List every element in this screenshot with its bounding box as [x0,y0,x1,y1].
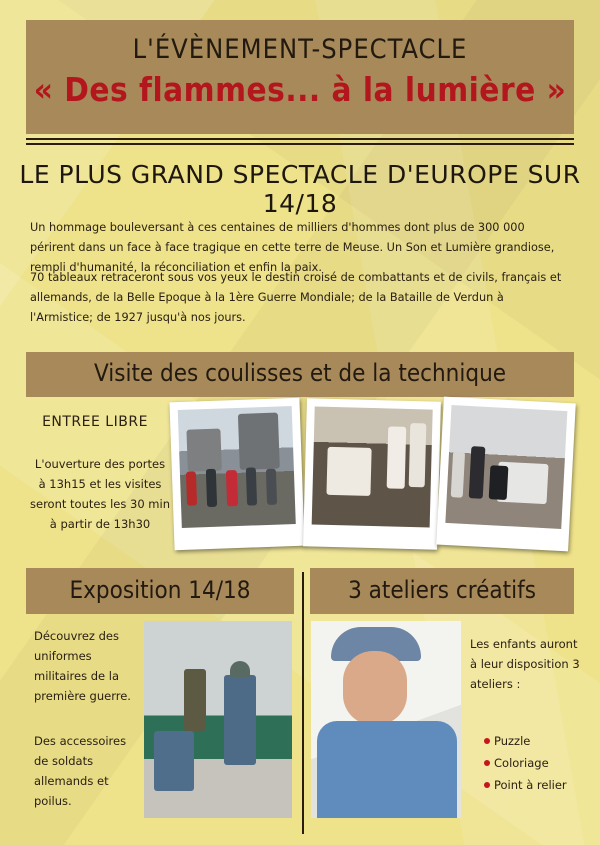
bullet-icon [484,760,490,766]
column-divider [302,572,304,834]
atelier-label: Point à relier [494,778,567,792]
ateliers-banner [310,568,574,614]
backstage-visitors-photo [178,406,296,528]
visitor-figure [206,469,217,507]
tableaux-paragraph: 70 tableaux retraceront sous vos yeux le destin croisé de combattants et de civils, français et allemands, de la Belle Epoque à la 1ère Guerre Mondiale; de la Bataille de Verdun à l'Armistice; de 1927 jusqu'à nos jours. [30,271,562,324]
bullet-icon [484,738,490,744]
child-costume-photo [311,621,461,818]
intro-paragraph: Un hommage bouleversant à ces centaines de milliers d'hommes dont plus de 300 000 périrent dans un face à face tragique en cette terre de Meuse. Un Son et Lumière grandiose, rempli d'humanité, la réconciliation et enfin la paix. [30,221,555,274]
exposition-banner [26,568,294,614]
tower-structure [238,413,280,470]
exposition-text-uniforms: Découvrez des uniformes militaires de la première guerre. [34,629,131,703]
visit-banner [26,352,574,397]
costumed-actors-photo [312,406,433,527]
bullet-icon [484,782,490,788]
nurse-figure [387,426,407,488]
backstage-photo-frame-3 [436,397,576,552]
header-rule-bottom [26,143,574,145]
costume-figure [326,447,371,496]
visitor-figure [246,467,257,505]
atelier-label: Puzzle [494,734,531,748]
visit-schedule-text: L'ouverture des portes à 13h15 et les visites seront toutes les 30 min à partir de 13h30 [30,457,170,531]
child-face [343,651,407,725]
helmet [230,661,250,677]
ateliers-intro-text: Les enfants auront à leur disposition 3 ateliers : [470,637,580,691]
scaffold-structure [186,429,221,472]
visitor-figure [469,446,486,499]
uniform-cutout [317,721,457,818]
header-banner [26,20,574,134]
list-item [484,774,567,796]
nurse-figure [409,423,427,487]
atelier-label: Coloriage [494,756,549,770]
exposition-title: Exposition 14/18 [69,576,251,604]
uniform-trousers [154,731,194,791]
ateliers-title: 3 ateliers créatifs [348,576,536,604]
uniform-mannequin [184,669,206,731]
backstage-photo-frame-2 [303,398,441,549]
technical-room-photo [445,405,567,529]
visitor-figure [266,469,277,505]
event-label: L'ÉVÈNEMENT-SPECTACLE [132,34,468,65]
header-rule-top [26,138,574,140]
ateliers-list [484,730,567,796]
entree-libre-label: ENTREE LIBRE [42,414,148,430]
visitor-figure [451,451,465,498]
main-title: LE PLUS GRAND SPECTACLE D'EUROPE SUR 14/18 [19,160,581,218]
uniform-mannequin [224,675,256,765]
technician-figure [489,465,509,500]
list-item [484,730,567,752]
backstage-photo-frame-1 [169,398,304,550]
list-item [484,752,567,774]
visit-title: Visite des coulisses et de la technique [93,359,507,387]
exposition-text-accessories: Des accessoires de soldats allemands et poilus. [34,734,127,808]
visitor-figure [226,470,238,506]
uniforms-exhibit-photo [144,621,292,818]
visitor-figure [186,471,197,505]
event-title: « Des flammes... à la lumière » [33,70,567,109]
